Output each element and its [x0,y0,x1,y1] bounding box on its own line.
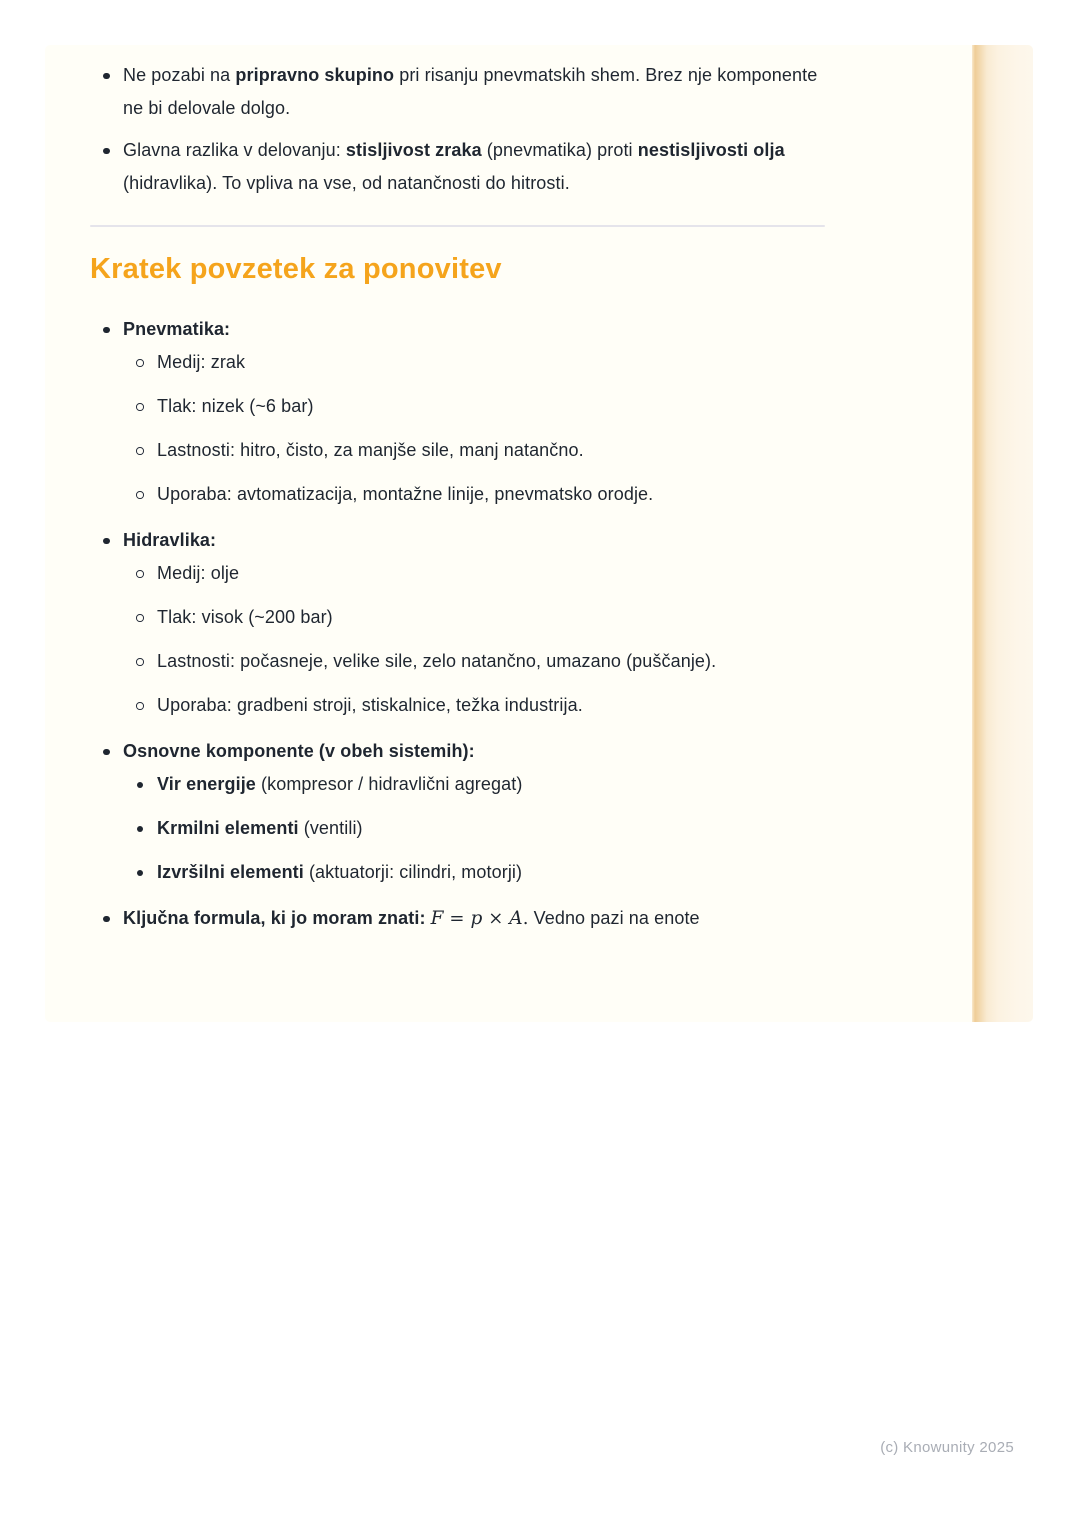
formula-text: A [509,908,523,929]
bullet-text [157,774,522,794]
sub-bullet-list [123,346,825,511]
text-segment: nestisljivosti olja [637,140,785,160]
page-edge-decoration [972,45,1033,1022]
bullet-text [157,484,653,504]
text-segment: (hidravlika). To vpliva na vse, od natančnosti do hitrosti. [123,173,570,193]
bullet-text [157,352,245,372]
copyright-footer: (c) Knowunity 2025 [880,1439,1014,1456]
text-segment: Osnovne komponente (v obeh sistemih): [123,741,475,761]
bullet-item [123,346,825,379]
bullet-text [123,140,785,193]
formula-text: p [470,908,483,929]
disc-bullet-icon [90,524,123,557]
text-segment: (pnevmatika) proti [481,140,638,160]
text-segment: pripravno skupino [235,65,395,85]
bullet-item [90,524,825,722]
formula-text: = [443,908,471,929]
bullet-item [90,902,825,935]
formula-text: F [430,908,444,929]
text-segment: Glavna razlika v delovanju: [123,140,346,160]
document-page [45,45,1033,1022]
bullet-item [123,601,825,634]
bullet-text [157,440,584,460]
text-segment: Pnevmatika: [123,319,231,339]
text-segment: Izvršilni elementi [157,862,304,882]
text-segment: Lastnosti: hitro, čisto, za manjše sile, manj natančno. [157,440,584,460]
text-segment: Tlak: nizek (~6 bar) [157,396,314,416]
text-segment: Vir energije [157,774,256,794]
bullet-item [123,434,825,467]
bullet-text [123,908,700,928]
circle-bullet-icon [123,434,156,467]
text-segment: Medij: zrak [157,352,246,372]
text-segment: Vedno pazi na enote [528,908,700,928]
bullet-text [157,818,363,838]
text-segment: Medij: olje [157,563,240,583]
bullet-item [90,59,825,125]
circle-bullet-icon [123,390,156,423]
bullet-item [90,134,825,200]
text-segment: Ključna formula, ki jo moram znati: [123,908,426,928]
text-segment: Ne pozabi na [123,65,236,85]
text-segment: (kompresor / hidravlični agregat) [255,774,523,794]
text-segment: (ventili) [298,818,363,838]
bullet-text [157,607,333,627]
bullet-item [123,856,825,889]
bullet-item [123,768,825,801]
bullet-text [123,319,230,339]
text-segment: pri risanju pnevmatskih shem. Brez nje komponente ne bi delovale dolgo. [123,65,818,118]
bullet-item [123,645,825,678]
text-segment: Uporaba: avtomatizacija, montažne linije, pnevmatsko orodje. [157,484,654,504]
text-segment: (aktuatorji: cilindri, motorji) [303,862,523,882]
bullet-text [157,695,583,715]
bullet-item [123,478,825,511]
formula-text: . [522,908,529,929]
text-segment: Uporaba: gradbeni stroji, stiskalnice, težka industrija. [157,695,583,715]
disc-bullet-icon [123,812,156,845]
circle-bullet-icon [123,346,156,379]
text-segment: Hidravlika: [123,530,217,550]
sub-bullet-list [123,768,825,889]
bullet-text [123,741,475,761]
circle-bullet-icon [123,478,156,511]
intro-bullet-list [90,59,825,200]
bullet-text [157,862,522,882]
disc-bullet-icon [123,768,156,801]
circle-bullet-icon [123,601,156,634]
section-heading: Kratek povzetek za ponovitev [90,253,502,285]
page-content [90,59,825,946]
bullet-text [123,65,817,118]
disc-bullet-icon [90,59,123,92]
disc-bullet-icon [90,134,123,167]
text-segment: Lastnosti: počasneje, velike sile, zelo natančno, umazano (puščanje). [157,651,717,671]
divider [90,225,825,227]
text-segment: stisljivost zraka [345,140,482,160]
text-segment: Tlak: visok (~200 bar) [157,607,333,627]
disc-bullet-icon [90,735,123,768]
bullet-item [123,557,825,590]
sub-bullet-list [123,557,825,722]
bullet-text [157,396,314,416]
circle-bullet-icon [123,557,156,590]
disc-bullet-icon [90,902,123,935]
text-segment: Krmilni elementi [157,818,299,838]
disc-bullet-icon [123,856,156,889]
bullet-item [123,812,825,845]
bullet-item [123,689,825,722]
circle-bullet-icon [123,645,156,678]
disc-bullet-icon [90,313,123,346]
bullet-text [157,651,716,671]
formula-text: × [482,908,510,929]
bullet-item [90,313,825,511]
bullet-item [123,390,825,423]
bullet-text [123,530,216,550]
bullet-item [90,735,825,889]
bullet-text [157,563,239,583]
circle-bullet-icon [123,689,156,722]
summary-bullet-list [90,313,825,935]
